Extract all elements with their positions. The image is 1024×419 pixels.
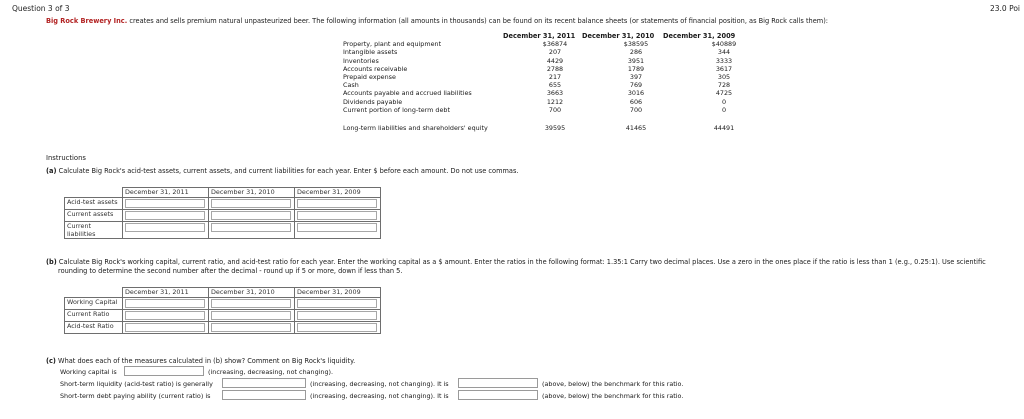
- answer-input[interactable]: [211, 223, 291, 232]
- part-c-text: [46, 357, 355, 365]
- bs-row-label: Accounts payable and accrued liabilities: [343, 89, 472, 97]
- col-header: December 31, 2010: [209, 288, 295, 298]
- bs-value: 655: [548, 81, 562, 89]
- bs-value: 728: [717, 81, 731, 89]
- bs-row-label: Accounts receivable: [343, 65, 408, 73]
- part-a-instruction: Calculate Big Rock's acid-test assets, current assets, and current liabilities for each year. Enter $ before each amount. Do not use commas.: [58, 167, 519, 175]
- answer-input[interactable]: [297, 199, 377, 208]
- row-label: Acid-test assets: [65, 198, 123, 210]
- row-label: Current assets: [65, 210, 123, 222]
- part-b-table: [64, 287, 381, 334]
- bs-value: 769: [629, 81, 643, 89]
- acid-test-benchmark-hint: (above, below) the benchmark for this ratio.: [542, 380, 684, 388]
- bs-value: 305: [717, 73, 731, 81]
- working-capital-hint: (increasing, decreasing, not changing).: [208, 368, 334, 376]
- corner-cell: [65, 188, 123, 198]
- bs-value: 0: [721, 106, 727, 114]
- part-b-letter: (b): [46, 258, 57, 266]
- bs-row: [343, 106, 743, 114]
- row-label: Current Ratio: [65, 310, 123, 322]
- part-b-text: [46, 258, 986, 266]
- bs-value: $40889: [711, 40, 737, 48]
- question-points: 23.0 Poi: [989, 4, 1020, 13]
- acid-test-benchmark-input[interactable]: [458, 378, 538, 388]
- bs-header-2009: December 31, 2009: [663, 32, 736, 40]
- table-cell: [209, 222, 295, 239]
- table-cell: [209, 210, 295, 222]
- col-header: December 31, 2010: [209, 188, 295, 198]
- col-header: December 31, 2011: [123, 288, 209, 298]
- table-cell: [123, 210, 209, 222]
- answer-input[interactable]: [297, 211, 377, 220]
- acid-test-hint: (increasing, decreasing, not changing). It is: [310, 380, 449, 388]
- acid-test-trend-input[interactable]: [222, 378, 306, 388]
- intro-text: creates and sells premium natural unpasteurized beer. The following information (all amounts in thousands) can be found on its recent balance sheets (or statements of financial position, as Big Rock calls them):: [129, 17, 829, 25]
- bs-value: 1789: [627, 65, 645, 73]
- table-cell: [209, 310, 295, 322]
- table-cell: [123, 322, 209, 334]
- answer-input[interactable]: [297, 223, 377, 232]
- answer-input[interactable]: [211, 311, 291, 320]
- bs-row-label: Property, plant and equipment: [343, 40, 442, 48]
- bs-header-2010: December 31, 2010: [582, 32, 655, 40]
- bs-value: 700: [548, 106, 562, 114]
- table-cell: [123, 298, 209, 310]
- col-header: December 31, 2009: [295, 288, 381, 298]
- bs-value: 39595: [544, 124, 566, 132]
- row-label: Acid-test Ratio: [65, 322, 123, 334]
- bs-row: [343, 124, 743, 132]
- bs-value: 4429: [546, 57, 564, 65]
- answer-input[interactable]: [211, 199, 291, 208]
- col-header: December 31, 2009: [295, 188, 381, 198]
- working-capital-trend-input[interactable]: [124, 366, 204, 376]
- part-b-instruction: Calculate Big Rock's working capital, current ratio, and acid-test ratio for each year. Enter the working capital as a $ amount. Enter the ratios in the following format: 1.35:1 Carry two decimal places. Use a zero in the ones place if the ratio is less than 1 (e.g., 0.25:1). Use scientific: [58, 258, 986, 266]
- bs-value: 1212: [546, 98, 564, 106]
- bs-value: 44491: [713, 124, 735, 132]
- bs-value: 0: [721, 98, 727, 106]
- table-cell: [209, 322, 295, 334]
- table-cell: [295, 310, 381, 322]
- bs-value: 700: [629, 106, 643, 114]
- part-c-letter: (c): [46, 357, 56, 365]
- current-ratio-hint: (increasing, decreasing, not changing). It is: [310, 392, 449, 400]
- question-number: Question 3 of 3: [12, 4, 70, 13]
- answer-input[interactable]: [297, 299, 377, 308]
- bs-row-label: Inventories: [343, 57, 379, 65]
- bs-value: 3617: [715, 65, 733, 73]
- bs-value: $36874: [542, 40, 568, 48]
- table-cell: [123, 310, 209, 322]
- acid-test-label: Short-term liquidity (acid-test ratio) is generally: [60, 380, 213, 388]
- company-name: Big Rock Brewery Inc.: [46, 17, 128, 25]
- bs-value: 606: [629, 98, 643, 106]
- current-ratio-benchmark-hint: (above, below) the benchmark for this ratio.: [542, 392, 684, 400]
- current-ratio-label: Short-term debt paying ability (current ratio) is: [60, 392, 211, 400]
- bs-value: 397: [629, 73, 643, 81]
- answer-input[interactable]: [125, 311, 205, 320]
- current-ratio-trend-input[interactable]: [222, 390, 306, 400]
- part-a-letter: (a): [46, 167, 57, 175]
- bs-value: 217: [548, 73, 562, 81]
- table-cell: [295, 222, 381, 239]
- bs-row-label: Current portion of long-term debt: [343, 106, 450, 114]
- col-header: December 31, 2011: [123, 188, 209, 198]
- answer-input[interactable]: [125, 211, 205, 220]
- bs-value: 4725: [715, 89, 733, 97]
- bs-value: $38595: [623, 40, 649, 48]
- answer-input[interactable]: [125, 223, 205, 232]
- bs-row-label: Intangible assets: [343, 48, 398, 56]
- answer-input[interactable]: [211, 299, 291, 308]
- table-cell: [209, 198, 295, 210]
- bs-value: 3951: [627, 57, 645, 65]
- bs-value: 2788: [546, 65, 564, 73]
- bs-row-label: Prepaid expense: [343, 73, 396, 81]
- bs-row-label: Long-term liabilities and shareholders' equity: [343, 124, 488, 132]
- table-cell: [295, 322, 381, 334]
- bs-value: 3016: [627, 89, 645, 97]
- problem-intro: [46, 17, 828, 25]
- working-capital-label: Working capital is: [60, 368, 117, 376]
- bs-row-label: Dividends payable: [343, 98, 403, 106]
- bs-value: 3333: [715, 57, 733, 65]
- table-cell: [295, 210, 381, 222]
- answer-input[interactable]: [125, 299, 205, 308]
- table-cell: [209, 298, 295, 310]
- answer-input[interactable]: [125, 199, 205, 208]
- bs-value: 207: [548, 48, 562, 56]
- part-c-instruction: What does each of the measures calculated in (b) show? Comment on Big Rock's liquidity.: [58, 357, 356, 365]
- bs-value: 3663: [546, 89, 564, 97]
- instructions-title: Instructions: [46, 154, 86, 162]
- row-label: Current liabilities: [65, 222, 123, 239]
- bs-row: [343, 89, 743, 97]
- table-cell: [123, 222, 209, 239]
- table-cell: [295, 198, 381, 210]
- answer-input[interactable]: [297, 311, 377, 320]
- part-a-table: [64, 187, 381, 239]
- bs-value: 344: [717, 48, 731, 56]
- bs-row: [343, 48, 743, 56]
- corner-cell: [65, 288, 123, 298]
- answer-input[interactable]: [125, 323, 205, 332]
- answer-input[interactable]: [297, 323, 377, 332]
- part-b-text-2: rounding to determine the second number after the decimal - round up if 5 or more, down if less than 5.: [58, 267, 403, 275]
- answer-input[interactable]: [211, 211, 291, 220]
- bs-row-label: Cash: [343, 81, 359, 89]
- part-a-text: [46, 167, 519, 175]
- table-cell: [123, 198, 209, 210]
- table-cell: [295, 298, 381, 310]
- bs-value: 41465: [625, 124, 647, 132]
- bs-header-2011: December 31, 2011: [503, 32, 576, 40]
- bs-value: 286: [629, 48, 643, 56]
- current-ratio-benchmark-input[interactable]: [458, 390, 538, 400]
- answer-input[interactable]: [211, 323, 291, 332]
- row-label: Working Capital: [65, 298, 123, 310]
